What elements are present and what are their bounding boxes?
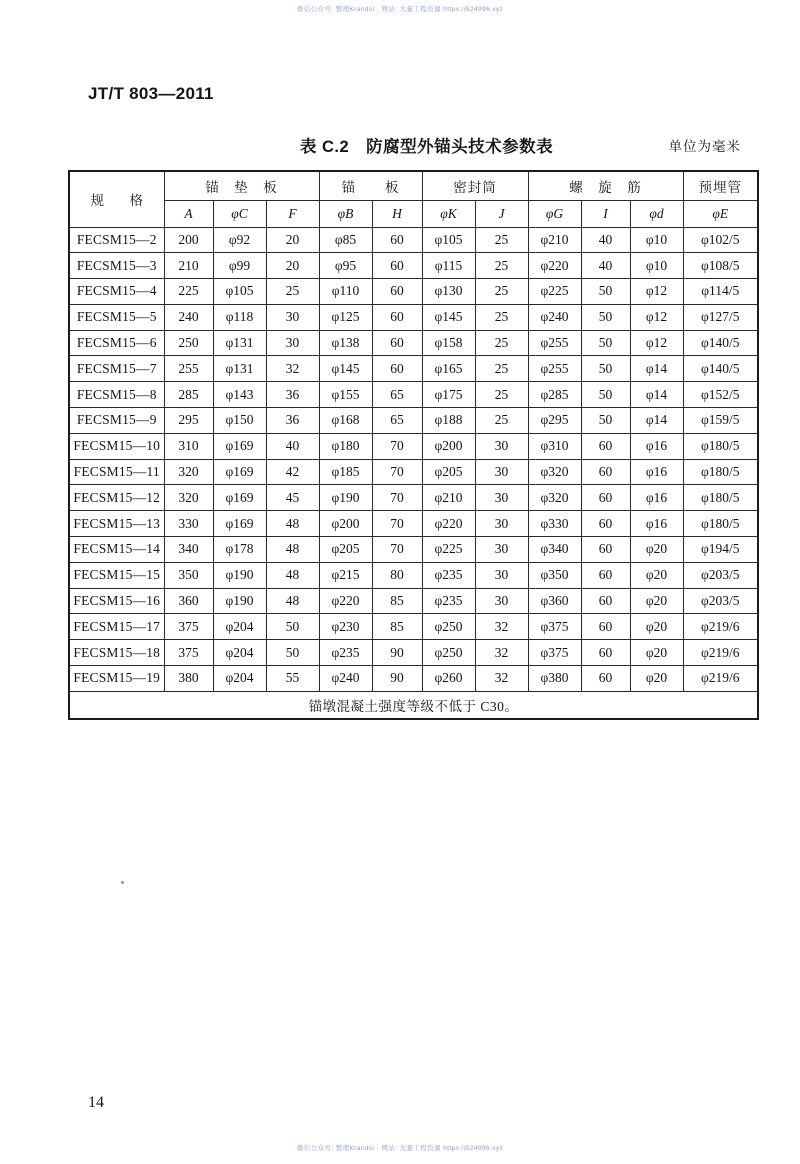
value-cell: 60 xyxy=(372,279,422,305)
value-cell: 25 xyxy=(475,227,528,253)
value-cell: 60 xyxy=(581,588,630,614)
value-cell: 55 xyxy=(266,666,319,692)
value-cell: φ175 xyxy=(422,382,475,408)
value-cell: φ180/5 xyxy=(683,511,758,537)
value-cell: 60 xyxy=(372,330,422,356)
watermark-bottom: 微信公众号: 整理Krandsl · 网站: 大量工程资源 https://524996.xyz xyxy=(296,1145,504,1152)
table-row xyxy=(69,330,758,356)
value-cell: 310 xyxy=(164,433,213,459)
table-head xyxy=(69,171,758,227)
column-group-header: 密封筒 xyxy=(422,171,528,200)
value-cell: 225 xyxy=(164,279,213,305)
value-cell: φ310 xyxy=(528,433,581,459)
value-cell: φ125 xyxy=(319,304,372,330)
value-cell: 36 xyxy=(266,382,319,408)
value-cell: 50 xyxy=(581,356,630,382)
column-sub-header: φd xyxy=(630,200,683,227)
table-row xyxy=(69,279,758,305)
value-cell: φ114/5 xyxy=(683,279,758,305)
value-cell: 60 xyxy=(372,227,422,253)
value-cell: φ14 xyxy=(630,382,683,408)
column-sub-header: φB xyxy=(319,200,372,227)
spec-cell: FECSM15—2 xyxy=(69,227,164,253)
value-cell: 360 xyxy=(164,588,213,614)
value-cell: φ219/6 xyxy=(683,640,758,666)
value-cell: φ219/6 xyxy=(683,614,758,640)
value-cell: φ255 xyxy=(528,330,581,356)
value-cell: 30 xyxy=(266,304,319,330)
value-cell: φ380 xyxy=(528,666,581,692)
value-cell: 25 xyxy=(475,356,528,382)
value-cell: φ143 xyxy=(213,382,266,408)
value-cell: 60 xyxy=(581,459,630,485)
value-cell: 40 xyxy=(266,433,319,459)
value-cell: φ240 xyxy=(319,666,372,692)
value-cell: 80 xyxy=(372,562,422,588)
column-sub-header: I xyxy=(581,200,630,227)
value-cell: φ99 xyxy=(213,253,266,279)
value-cell: φ260 xyxy=(422,666,475,692)
unit-note: 单位为毫米 xyxy=(668,139,741,154)
value-cell: 25 xyxy=(475,330,528,356)
value-cell: 50 xyxy=(581,408,630,434)
value-cell: φ255 xyxy=(528,356,581,382)
table-row xyxy=(69,382,758,408)
value-cell: 30 xyxy=(475,511,528,537)
value-cell: φ178 xyxy=(213,537,266,563)
value-cell: 60 xyxy=(581,614,630,640)
value-cell: φ230 xyxy=(319,614,372,640)
value-cell: φ12 xyxy=(630,279,683,305)
column-sub-header: A xyxy=(164,200,213,227)
value-cell: φ108/5 xyxy=(683,253,758,279)
value-cell: φ360 xyxy=(528,588,581,614)
value-cell: 295 xyxy=(164,408,213,434)
value-cell: 20 xyxy=(266,253,319,279)
value-cell: φ220 xyxy=(319,588,372,614)
value-cell: φ20 xyxy=(630,640,683,666)
value-cell: φ10 xyxy=(630,253,683,279)
table-row xyxy=(69,459,758,485)
value-cell: φ200 xyxy=(319,511,372,537)
table-row xyxy=(69,562,758,588)
table-row xyxy=(69,356,758,382)
value-cell: φ295 xyxy=(528,408,581,434)
value-cell: 50 xyxy=(581,330,630,356)
value-cell: 320 xyxy=(164,485,213,511)
value-cell: φ190 xyxy=(319,485,372,511)
value-cell: φ14 xyxy=(630,356,683,382)
spec-cell: FECSM15—14 xyxy=(69,537,164,563)
value-cell: φ140/5 xyxy=(683,330,758,356)
value-cell: φ102/5 xyxy=(683,227,758,253)
value-cell: 30 xyxy=(475,562,528,588)
value-cell: 350 xyxy=(164,562,213,588)
value-cell: 48 xyxy=(266,562,319,588)
value-cell: φ16 xyxy=(630,433,683,459)
value-cell: φ220 xyxy=(422,511,475,537)
spec-cell: FECSM15—13 xyxy=(69,511,164,537)
table-row xyxy=(69,640,758,666)
value-cell: 25 xyxy=(475,253,528,279)
value-cell: φ240 xyxy=(528,304,581,330)
value-cell: 285 xyxy=(164,382,213,408)
value-cell: 330 xyxy=(164,511,213,537)
value-cell: φ155 xyxy=(319,382,372,408)
value-cell: φ204 xyxy=(213,666,266,692)
table-row xyxy=(69,304,758,330)
column-sub-header: φC xyxy=(213,200,266,227)
table-row xyxy=(69,666,758,692)
value-cell: φ158 xyxy=(422,330,475,356)
table-body xyxy=(69,227,758,719)
column-group-header: 锚 垫 板 xyxy=(164,171,319,200)
table-row xyxy=(69,408,758,434)
value-cell: φ168 xyxy=(319,408,372,434)
value-cell: 60 xyxy=(581,666,630,692)
value-cell: 65 xyxy=(372,408,422,434)
scan-speck xyxy=(121,881,124,884)
value-cell: 60 xyxy=(581,433,630,459)
value-cell: φ194/5 xyxy=(683,537,758,563)
value-cell: 25 xyxy=(475,279,528,305)
value-cell: φ203/5 xyxy=(683,562,758,588)
value-cell: φ12 xyxy=(630,330,683,356)
spec-cell: FECSM15—5 xyxy=(69,304,164,330)
value-cell: 25 xyxy=(475,304,528,330)
value-cell: 48 xyxy=(266,511,319,537)
value-cell: 30 xyxy=(475,485,528,511)
value-cell: 30 xyxy=(475,537,528,563)
column-sub-header: φG xyxy=(528,200,581,227)
value-cell: 40 xyxy=(581,227,630,253)
value-cell: 340 xyxy=(164,537,213,563)
value-cell: φ250 xyxy=(422,614,475,640)
value-cell: φ152/5 xyxy=(683,382,758,408)
spec-column-header: 规 格 xyxy=(69,171,164,227)
value-cell: φ203/5 xyxy=(683,588,758,614)
value-cell: φ20 xyxy=(630,562,683,588)
value-cell: 70 xyxy=(372,537,422,563)
value-cell: 60 xyxy=(581,511,630,537)
value-cell: φ20 xyxy=(630,588,683,614)
value-cell: φ330 xyxy=(528,511,581,537)
spec-cell: FECSM15—16 xyxy=(69,588,164,614)
value-cell: φ190 xyxy=(213,562,266,588)
value-cell: φ190 xyxy=(213,588,266,614)
value-cell: φ118 xyxy=(213,304,266,330)
value-cell: 320 xyxy=(164,459,213,485)
value-cell: φ12 xyxy=(630,304,683,330)
value-cell: 48 xyxy=(266,537,319,563)
spec-cell: FECSM15—9 xyxy=(69,408,164,434)
value-cell: φ14 xyxy=(630,408,683,434)
value-cell: 30 xyxy=(475,459,528,485)
page-number: 14 xyxy=(88,1094,104,1111)
column-sub-header: φE xyxy=(683,200,758,227)
table-title: 表 C.2 防腐型外锚头技术参数表 xyxy=(299,138,554,156)
parameters-table xyxy=(68,170,759,720)
value-cell: φ20 xyxy=(630,666,683,692)
value-cell: φ131 xyxy=(213,356,266,382)
spec-cell: FECSM15—4 xyxy=(69,279,164,305)
value-cell: 240 xyxy=(164,304,213,330)
value-cell: φ20 xyxy=(630,537,683,563)
value-cell: φ185 xyxy=(319,459,372,485)
table-footnote: 锚墩混凝土强度等级不低于 C30。 xyxy=(69,691,758,719)
value-cell: φ320 xyxy=(528,485,581,511)
value-cell: 50 xyxy=(266,640,319,666)
watermark-top: 微信公众号: 整理Krandsl · 网站: 大量工程资源 https://524996.xyz xyxy=(296,6,504,13)
value-cell: 36 xyxy=(266,408,319,434)
value-cell: φ85 xyxy=(319,227,372,253)
value-cell: φ225 xyxy=(528,279,581,305)
spec-cell: FECSM15—17 xyxy=(69,614,164,640)
value-cell: 60 xyxy=(372,304,422,330)
value-cell: φ165 xyxy=(422,356,475,382)
value-cell: φ16 xyxy=(630,459,683,485)
value-cell: 375 xyxy=(164,614,213,640)
value-cell: φ180/5 xyxy=(683,459,758,485)
value-cell: φ169 xyxy=(213,433,266,459)
column-group-header: 螺 旋 筋 xyxy=(528,171,683,200)
value-cell: 50 xyxy=(266,614,319,640)
value-cell: 60 xyxy=(372,356,422,382)
value-cell: φ95 xyxy=(319,253,372,279)
value-cell: φ340 xyxy=(528,537,581,563)
value-cell: φ180/5 xyxy=(683,485,758,511)
value-cell: 70 xyxy=(372,459,422,485)
value-cell: φ16 xyxy=(630,485,683,511)
value-cell: φ320 xyxy=(528,459,581,485)
value-cell: 40 xyxy=(581,253,630,279)
value-cell: φ169 xyxy=(213,485,266,511)
table-row xyxy=(69,537,758,563)
spec-cell: FECSM15—10 xyxy=(69,433,164,459)
value-cell: φ220 xyxy=(528,253,581,279)
value-cell: 42 xyxy=(266,459,319,485)
column-sub-header: F xyxy=(266,200,319,227)
table-title-row xyxy=(68,133,757,155)
value-cell: 85 xyxy=(372,614,422,640)
value-cell: φ127/5 xyxy=(683,304,758,330)
spec-cell: FECSM15—15 xyxy=(69,562,164,588)
spec-cell: FECSM15—12 xyxy=(69,485,164,511)
value-cell: φ110 xyxy=(319,279,372,305)
table-row xyxy=(69,614,758,640)
value-cell: φ131 xyxy=(213,330,266,356)
value-cell: φ145 xyxy=(319,356,372,382)
value-cell: φ204 xyxy=(213,614,266,640)
column-group-header: 锚 板 xyxy=(319,171,422,200)
value-cell: φ138 xyxy=(319,330,372,356)
value-cell: φ92 xyxy=(213,227,266,253)
value-cell: φ375 xyxy=(528,640,581,666)
value-cell: φ210 xyxy=(528,227,581,253)
spec-cell: FECSM15—3 xyxy=(69,253,164,279)
value-cell: φ235 xyxy=(319,640,372,666)
value-cell: φ235 xyxy=(422,562,475,588)
value-cell: 25 xyxy=(266,279,319,305)
value-cell: 200 xyxy=(164,227,213,253)
value-cell: φ10 xyxy=(630,227,683,253)
value-cell: φ115 xyxy=(422,253,475,279)
value-cell: 48 xyxy=(266,588,319,614)
value-cell: φ180 xyxy=(319,433,372,459)
value-cell: 50 xyxy=(581,382,630,408)
value-cell: 70 xyxy=(372,433,422,459)
value-cell: φ105 xyxy=(422,227,475,253)
value-cell: φ180/5 xyxy=(683,433,758,459)
standard-number: JT/T 803—2011 xyxy=(88,84,214,103)
value-cell: 90 xyxy=(372,666,422,692)
value-cell: 70 xyxy=(372,485,422,511)
spec-cell: FECSM15—18 xyxy=(69,640,164,666)
value-cell: φ235 xyxy=(422,588,475,614)
value-cell: 30 xyxy=(266,330,319,356)
spec-cell: FECSM15—11 xyxy=(69,459,164,485)
value-cell: φ285 xyxy=(528,382,581,408)
value-cell: φ169 xyxy=(213,511,266,537)
value-cell: φ159/5 xyxy=(683,408,758,434)
value-cell: 32 xyxy=(266,356,319,382)
table-row xyxy=(69,433,758,459)
value-cell: 70 xyxy=(372,511,422,537)
spec-cell: FECSM15—6 xyxy=(69,330,164,356)
value-cell: 32 xyxy=(475,614,528,640)
value-cell: φ219/6 xyxy=(683,666,758,692)
value-cell: 30 xyxy=(475,588,528,614)
value-cell: φ215 xyxy=(319,562,372,588)
value-cell: 25 xyxy=(475,408,528,434)
column-sub-header: H xyxy=(372,200,422,227)
value-cell: φ210 xyxy=(422,485,475,511)
value-cell: 65 xyxy=(372,382,422,408)
value-cell: 50 xyxy=(581,279,630,305)
value-cell: φ250 xyxy=(422,640,475,666)
value-cell: 255 xyxy=(164,356,213,382)
value-cell: φ145 xyxy=(422,304,475,330)
value-cell: φ350 xyxy=(528,562,581,588)
table-row xyxy=(69,588,758,614)
value-cell: φ20 xyxy=(630,614,683,640)
value-cell: φ16 xyxy=(630,511,683,537)
value-cell: φ200 xyxy=(422,433,475,459)
spec-cell: FECSM15—8 xyxy=(69,382,164,408)
value-cell: φ204 xyxy=(213,640,266,666)
column-group-header: 预埋管 xyxy=(683,171,758,200)
value-cell: 45 xyxy=(266,485,319,511)
value-cell: 90 xyxy=(372,640,422,666)
value-cell: φ150 xyxy=(213,408,266,434)
column-sub-header: φK xyxy=(422,200,475,227)
value-cell: 60 xyxy=(372,253,422,279)
value-cell: φ140/5 xyxy=(683,356,758,382)
value-cell: 25 xyxy=(475,382,528,408)
value-cell: 60 xyxy=(581,640,630,666)
table-row xyxy=(69,253,758,279)
value-cell: 380 xyxy=(164,666,213,692)
value-cell: φ205 xyxy=(319,537,372,563)
spec-cell: FECSM15—7 xyxy=(69,356,164,382)
value-cell: φ225 xyxy=(422,537,475,563)
value-cell: φ375 xyxy=(528,614,581,640)
table-row xyxy=(69,227,758,253)
table-row xyxy=(69,485,758,511)
table-row xyxy=(69,511,758,537)
spec-cell: FECSM15—19 xyxy=(69,666,164,692)
value-cell: φ205 xyxy=(422,459,475,485)
value-cell: φ169 xyxy=(213,459,266,485)
value-cell: 50 xyxy=(581,304,630,330)
value-cell: 85 xyxy=(372,588,422,614)
column-sub-header: J xyxy=(475,200,528,227)
value-cell: 30 xyxy=(475,433,528,459)
value-cell: φ105 xyxy=(213,279,266,305)
value-cell: 375 xyxy=(164,640,213,666)
value-cell: φ188 xyxy=(422,408,475,434)
value-cell: 20 xyxy=(266,227,319,253)
value-cell: 60 xyxy=(581,537,630,563)
value-cell: 250 xyxy=(164,330,213,356)
value-cell: φ130 xyxy=(422,279,475,305)
value-cell: 60 xyxy=(581,562,630,588)
value-cell: 32 xyxy=(475,640,528,666)
value-cell: 32 xyxy=(475,666,528,692)
value-cell: 60 xyxy=(581,485,630,511)
value-cell: 210 xyxy=(164,253,213,279)
